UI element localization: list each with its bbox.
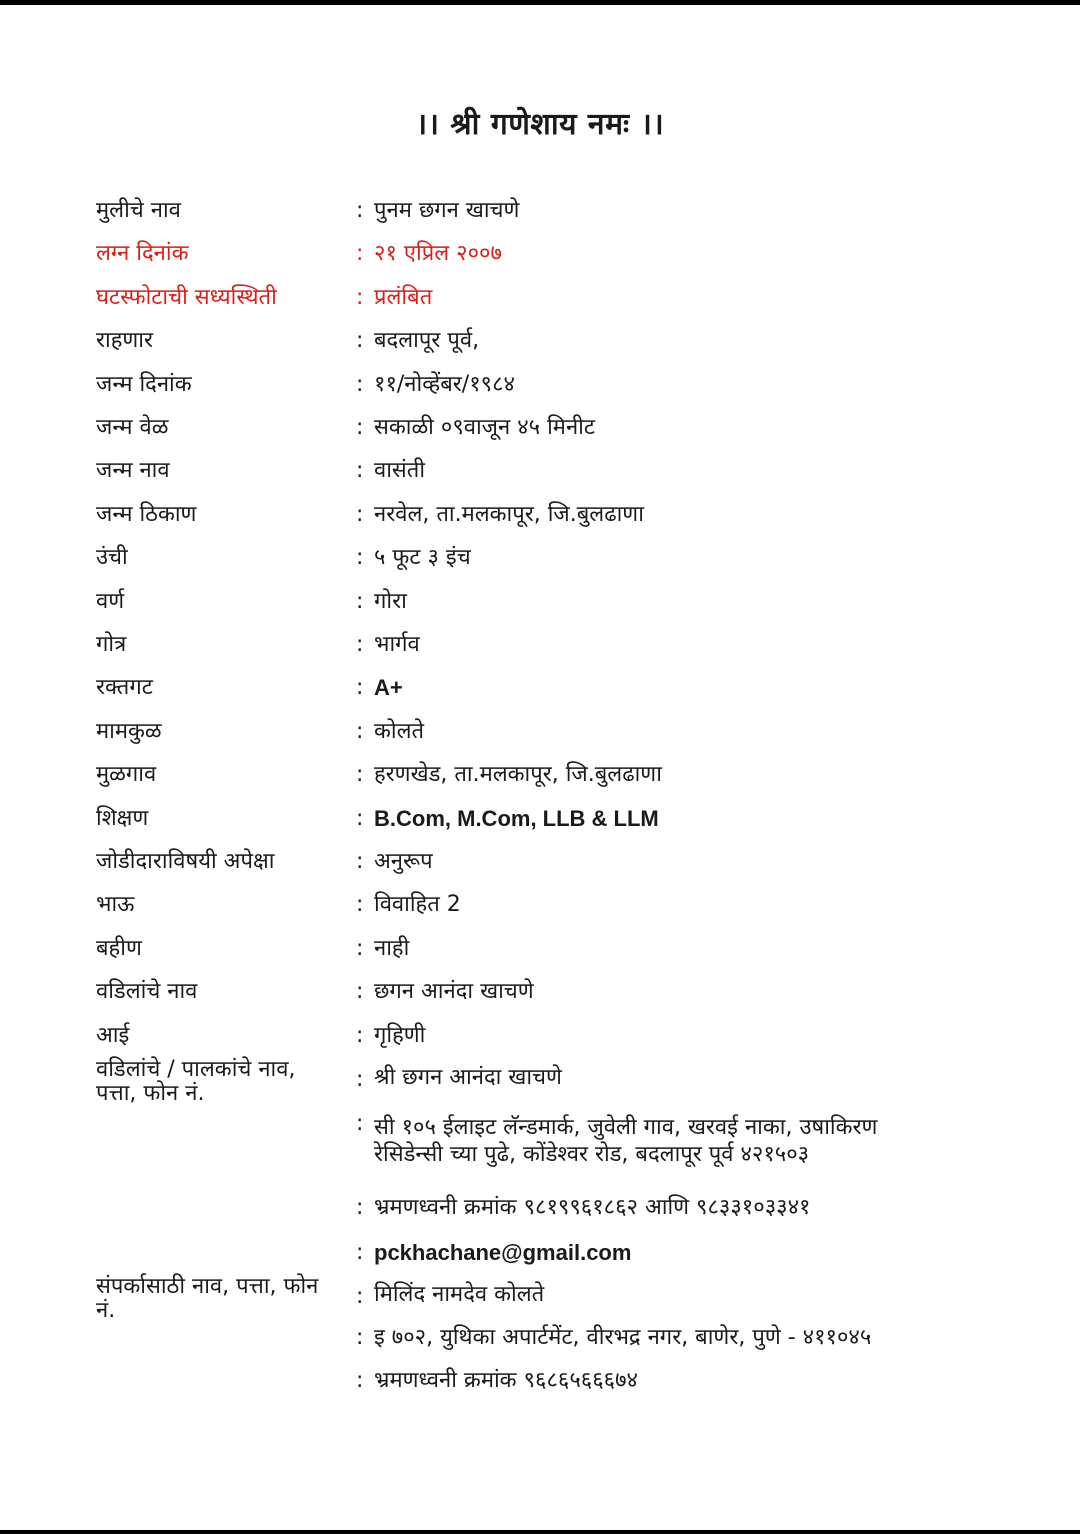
field-label: लग्न दिनांक xyxy=(96,241,189,266)
field-value: बदलापूर पूर्व, xyxy=(374,328,480,353)
alt-contact-label xyxy=(96,1275,346,1323)
field-value: विवाहित 2 xyxy=(374,892,461,917)
alt-contact-label-line2: नं. xyxy=(96,1298,116,1323)
field-label: शिक्षण xyxy=(96,806,149,831)
field-label: मुलीचे नाव xyxy=(96,198,181,223)
parent-address-line1: सी १०५ ईलाइट लॅन्डमार्क, जुवेली गाव, खरवई नाका, उषाकिरण xyxy=(374,1115,878,1140)
parent-name-colon: : xyxy=(356,1067,364,1092)
field-colon: : xyxy=(356,762,364,787)
field-value: प्रलंबित xyxy=(374,285,433,310)
alt-address-value: इ ७०२, युथिका अपार्टमेंट, वीरभद्र नगर, बाणेर, पुणे - ४११०४५ xyxy=(374,1325,872,1350)
alt-phone-value: भ्रमणध्वनी क्रमांक ९६८६५६६६७४ xyxy=(374,1368,638,1393)
field-colon: : xyxy=(356,936,364,961)
field-label: जन्म नाव xyxy=(96,458,170,483)
page-title: ।। श्री गणेशाय नमः ।। xyxy=(415,107,665,142)
field-value: A+ xyxy=(374,675,403,700)
alt-address-colon: : xyxy=(356,1325,364,1350)
field-colon: : xyxy=(356,198,364,223)
field-value: छगन आनंदा खाचणे xyxy=(374,979,534,1004)
field-colon: : xyxy=(356,502,364,527)
field-label: वर्ण xyxy=(96,589,125,614)
field-colon: : xyxy=(356,545,364,570)
alt-name-value: मिलिंद नामदेव कोलते xyxy=(374,1282,545,1307)
field-value: नरवेल, ता.मलकापूर, जि.बुलढाणा xyxy=(374,502,644,527)
field-label: वडिलांचे नाव xyxy=(96,979,198,1004)
parent-contact-label xyxy=(96,1058,346,1106)
field-colon: : xyxy=(356,372,364,397)
field-colon: : xyxy=(356,458,364,483)
parent-contact-label-line2: पत्ता, फोन नं. xyxy=(96,1081,205,1106)
field-colon: : xyxy=(356,285,364,310)
field-value: ११/नोव्हेंबर/१९८४ xyxy=(374,372,515,397)
field-label: मामकुळ xyxy=(96,719,162,744)
top-border xyxy=(0,0,1080,5)
field-value: वासंती xyxy=(374,458,426,483)
field-label: जन्म वेळ xyxy=(96,415,169,440)
field-colon: : xyxy=(356,675,364,700)
field-label: मुळगाव xyxy=(96,762,157,787)
field-label: बहीण xyxy=(96,936,142,961)
parent-contact-label-line1: वडिलांचे / पालकांचे नाव, xyxy=(96,1057,296,1082)
field-colon: : xyxy=(356,328,364,353)
parent-address-value xyxy=(374,1114,1054,1168)
field-value: ५ फूट ३ इंच xyxy=(374,545,471,570)
parent-name-value: श्री छगन आनंदा खाचणे xyxy=(374,1065,562,1090)
field-value: गृहिणी xyxy=(374,1023,426,1048)
field-label: भाऊ xyxy=(96,892,135,917)
field-label: आई xyxy=(96,1023,130,1048)
field-label: जोडीदाराविषयी अपेक्षा xyxy=(96,849,275,874)
field-label: रक्तगट xyxy=(96,675,153,700)
parent-phone-value: भ्रमणध्वनी क्रमांक ९८१९९६१८६२ आणि ९८३३१०३३४१ xyxy=(374,1195,811,1220)
field-colon: : xyxy=(356,241,364,266)
field-value: कोलते xyxy=(374,719,425,744)
field-value: अनुरूप xyxy=(374,849,433,874)
field-value: B.Com, M.Com, LLB & LLM xyxy=(374,806,659,831)
field-label: राहणार xyxy=(96,328,153,353)
field-label: जन्म दिनांक xyxy=(96,372,192,397)
field-label: घटस्फोटाची सध्यस्थिती xyxy=(96,285,277,310)
field-colon: : xyxy=(356,806,364,831)
field-colon: : xyxy=(356,719,364,744)
field-label: उंची xyxy=(96,545,128,570)
alt-contact-label-line1: संपर्कासाठी नाव, पत्ता, फोन xyxy=(96,1274,319,1299)
parent-address-line2: रेसिडेन्सी च्या पुढे, कोंडेश्वर रोड, बदलापूर पूर्व ४२१५०३ xyxy=(374,1142,810,1167)
field-colon: : xyxy=(356,415,364,440)
field-colon: : xyxy=(356,892,364,917)
field-value: सकाळी ०९वाजून ४५ मिनीट xyxy=(374,415,595,440)
field-colon: : xyxy=(356,979,364,1004)
field-colon: : xyxy=(356,1023,364,1048)
field-value: गोरा xyxy=(374,589,407,614)
parent-email-value: pckhachane@gmail.com xyxy=(374,1240,632,1265)
alt-phone-colon: : xyxy=(356,1368,364,1393)
field-value: नाही xyxy=(374,936,410,961)
field-label: गोत्र xyxy=(96,632,127,657)
field-colon: : xyxy=(356,632,364,657)
parent-phone-colon: : xyxy=(356,1195,364,1220)
field-label: जन्म ठिकाण xyxy=(96,502,197,527)
alt-name-colon: : xyxy=(356,1284,364,1309)
parent-address-colon: : xyxy=(356,1111,364,1136)
parent-email-colon: : xyxy=(356,1240,364,1265)
field-colon: : xyxy=(356,849,364,874)
field-value: पुनम छगन खाचणे xyxy=(374,198,520,223)
field-value: भार्गव xyxy=(374,632,420,657)
field-value: हरणखेड, ता.मलकापूर, जि.बुलढाणा xyxy=(374,762,662,787)
field-colon: : xyxy=(356,589,364,614)
field-value: २१ एप्रिल २००७ xyxy=(374,241,502,266)
bottom-border xyxy=(0,1530,1080,1534)
